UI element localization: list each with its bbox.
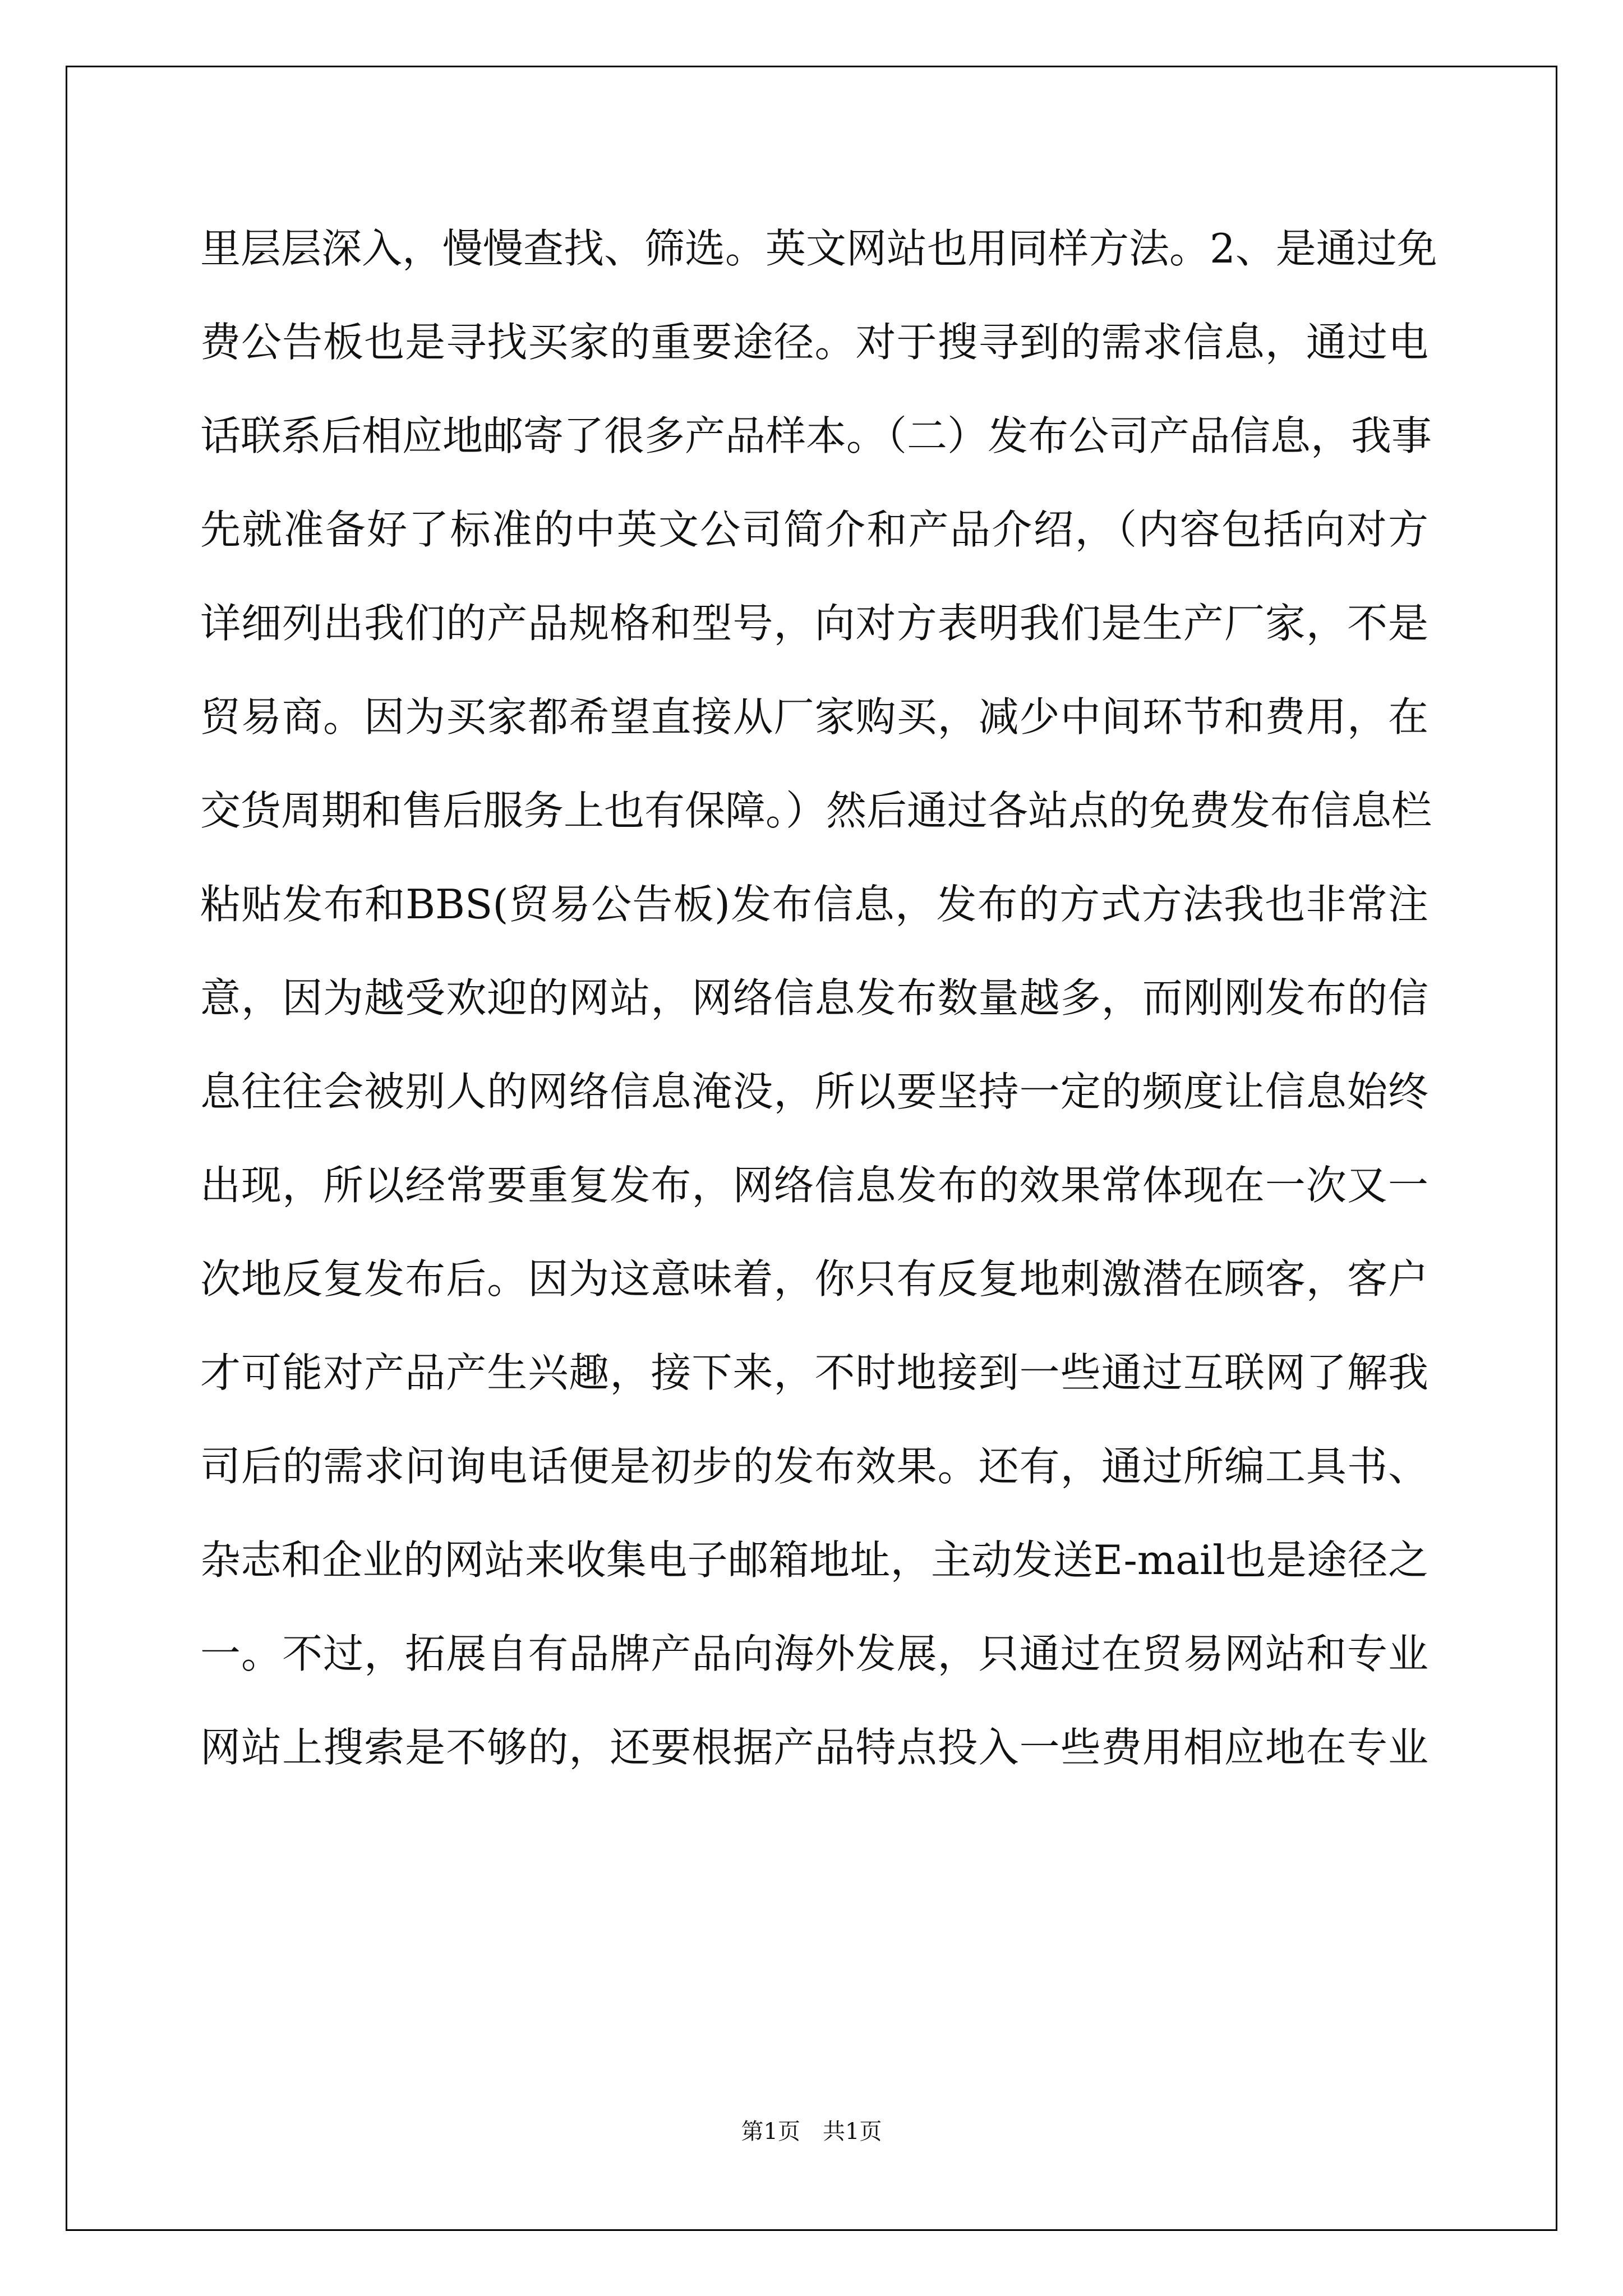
page-total: 共1页 bbox=[823, 2119, 882, 2145]
page-footer bbox=[0, 2115, 1623, 2148]
text-line: 一。不过，拓展自有品牌产品向海外发展，只通过在贸易网站和专业 bbox=[200, 1630, 1428, 1677]
text-line: 杂志和企业的网站来收集电子邮箱地址，主动发送E-mail也是途径之 bbox=[200, 1536, 1428, 1584]
text-line: 粘贴发布和BBS(贸易公告板)发布信息，发布的方式方法我也非常注 bbox=[200, 881, 1428, 928]
text-line: 次地反复发布后。因为这意味着，你只有反复地刺激潜在顾客，客户 bbox=[200, 1255, 1428, 1303]
text-line: 司后的需求问询电话便是初步的发布效果。还有，通过所编工具书、 bbox=[200, 1443, 1428, 1490]
page-number: 第1页 bbox=[741, 2119, 800, 2145]
text-line: 息往往会被别人的网络信息淹没，所以要坚持一定的频度让信息始终 bbox=[200, 1068, 1428, 1115]
body-text bbox=[200, 202, 1437, 1795]
text-line: 先就准备好了标准的中英文公司简介和产品介绍，（内容包括向对方 bbox=[200, 506, 1428, 553]
text-line: 出现，所以经常要重复发布，网络信息发布的效果常体现在一次又一 bbox=[200, 1162, 1428, 1209]
text-line: 意，因为越受欢迎的网站，网络信息发布数量越多，而刚刚发布的信 bbox=[200, 974, 1428, 1022]
text-line: 详细列出我们的产品规格和型号，向对方表明我们是生产厂家，不是 bbox=[200, 600, 1428, 647]
text-line: 费公告板也是寻找买家的重要途径。对于搜寻到的需求信息，通过电 bbox=[200, 319, 1428, 366]
text-line: 网站上搜索是不够的，还要根据产品特点投入一些费用相应地在专业 bbox=[200, 1724, 1428, 1771]
text-line: 贸易商。因为买家都希望直接从厂家购买，减少中间环节和费用，在 bbox=[200, 693, 1428, 740]
text-line: 里层层深入，慢慢查找、筛选。英文网站也用同样方法。2、是通过免 bbox=[200, 225, 1437, 272]
text-line: 交货周期和售后服务上也有保障。）然后通过各站点的免费发布信息栏 bbox=[200, 787, 1432, 834]
text-line: 话联系后相应地邮寄了很多产品样本。（二）发布公司产品信息，我事 bbox=[200, 412, 1432, 459]
text-line: 才可能对产品产生兴趣，接下来，不时地接到一些通过互联网了解我 bbox=[200, 1349, 1428, 1396]
